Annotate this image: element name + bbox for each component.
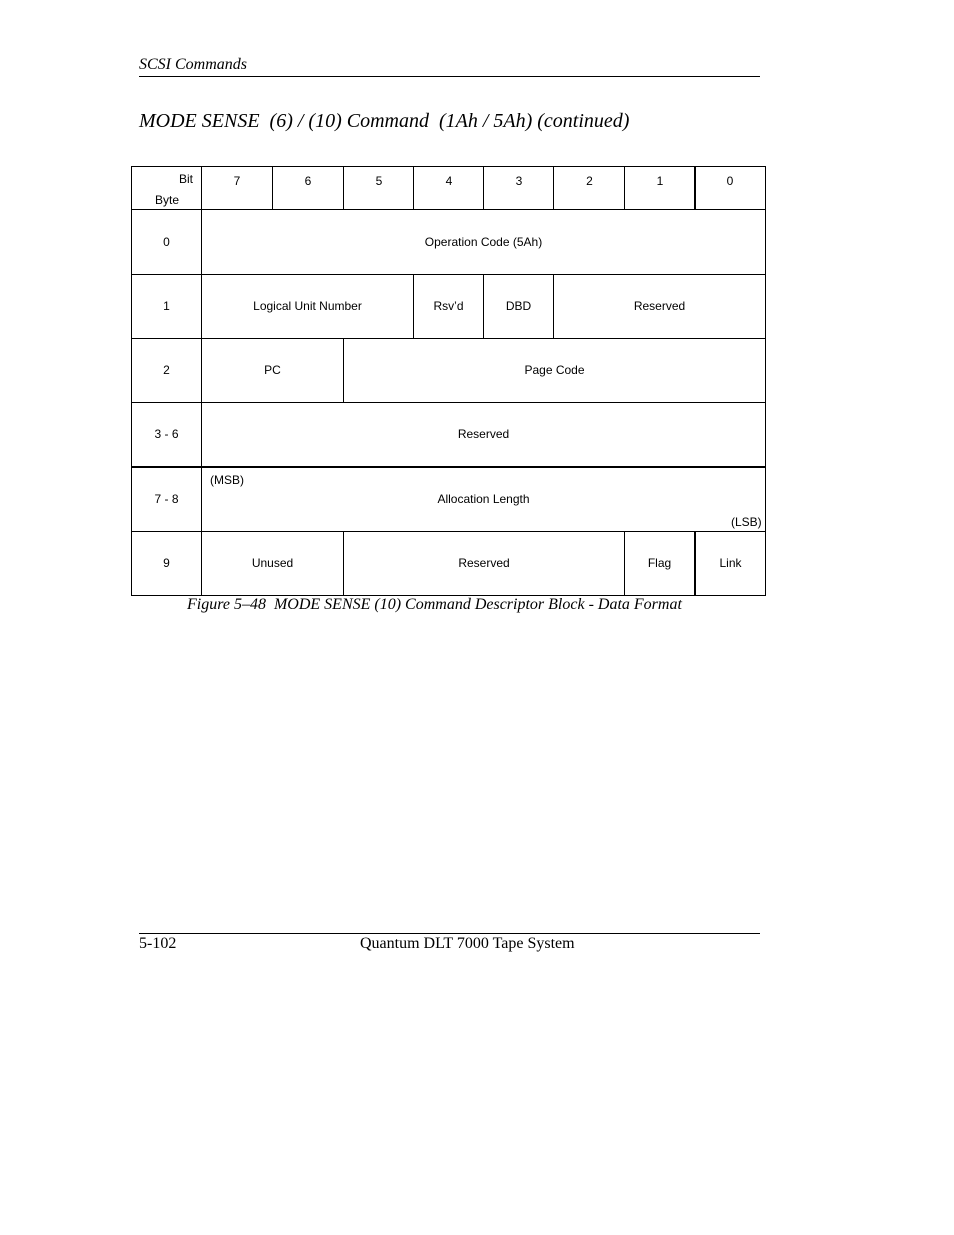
byte-1-label: 1 bbox=[163, 299, 170, 313]
byte-7-8-label: 7 - 8 bbox=[154, 492, 179, 506]
figure-caption: Figure 5–48 MODE SENSE (10) Command Descriptor Block - Data Format bbox=[187, 596, 682, 613]
byte-9-label: 9 bbox=[163, 556, 170, 570]
section-title: MODE SENSE (6) / (10) Command (1Ah / 5Ah) (continued) bbox=[139, 110, 630, 132]
bit-5-header: 5 bbox=[375, 173, 383, 188]
byte-label: Byte bbox=[155, 193, 180, 207]
dbd-field: DBD bbox=[505, 299, 532, 313]
bit-0-header: 0 bbox=[726, 173, 734, 188]
header-rule bbox=[139, 76, 760, 77]
bit-1-header: 1 bbox=[656, 173, 664, 188]
bit-label: Bit bbox=[179, 172, 194, 186]
product-name: Quantum DLT 7000 Tape System bbox=[360, 935, 575, 952]
page-number: 5-102 bbox=[139, 935, 177, 952]
unused-field: Unused bbox=[251, 556, 294, 570]
page-code-field: Page Code bbox=[524, 363, 585, 377]
running-header: SCSI Commands bbox=[139, 56, 248, 73]
bit-2-header: 2 bbox=[586, 173, 593, 188]
bit-4-header: 4 bbox=[445, 173, 453, 188]
cdb-table bbox=[131, 166, 766, 596]
bit-6-header: 6 bbox=[304, 173, 312, 188]
bit-divider bbox=[413, 167, 414, 209]
logical-unit-number-field: Logical Unit Number bbox=[253, 299, 362, 313]
byte-3-6-label: 3 - 6 bbox=[154, 427, 179, 441]
byte-0-label: 0 bbox=[163, 234, 170, 249]
link-field: Link bbox=[719, 556, 742, 570]
bit-divider bbox=[483, 167, 484, 209]
byte-2-label: 2 bbox=[163, 363, 170, 377]
reserved-field: Reserved bbox=[633, 299, 686, 313]
operation-code-field: Operation Code (5Ah) bbox=[424, 234, 543, 249]
flag-field: Flag bbox=[647, 556, 672, 570]
reserved-field: Reserved bbox=[457, 427, 510, 441]
footer-rule bbox=[139, 933, 760, 934]
bit-divider bbox=[343, 167, 344, 209]
pc-field: PC bbox=[264, 363, 281, 377]
bit-divider bbox=[553, 167, 554, 209]
bit-divider bbox=[694, 167, 696, 209]
lsb-label: (LSB) bbox=[731, 515, 762, 529]
bit-7-header: 7 bbox=[233, 173, 241, 188]
msb-label: (MSB) bbox=[210, 473, 244, 487]
bit-divider bbox=[624, 167, 625, 209]
bit-divider bbox=[272, 167, 273, 209]
rsvd-field: Rsv’d bbox=[433, 299, 464, 313]
bit-3-header: 3 bbox=[515, 173, 523, 188]
reserved-field: Reserved bbox=[458, 556, 510, 570]
allocation-length-field: Allocation Length bbox=[437, 492, 530, 506]
